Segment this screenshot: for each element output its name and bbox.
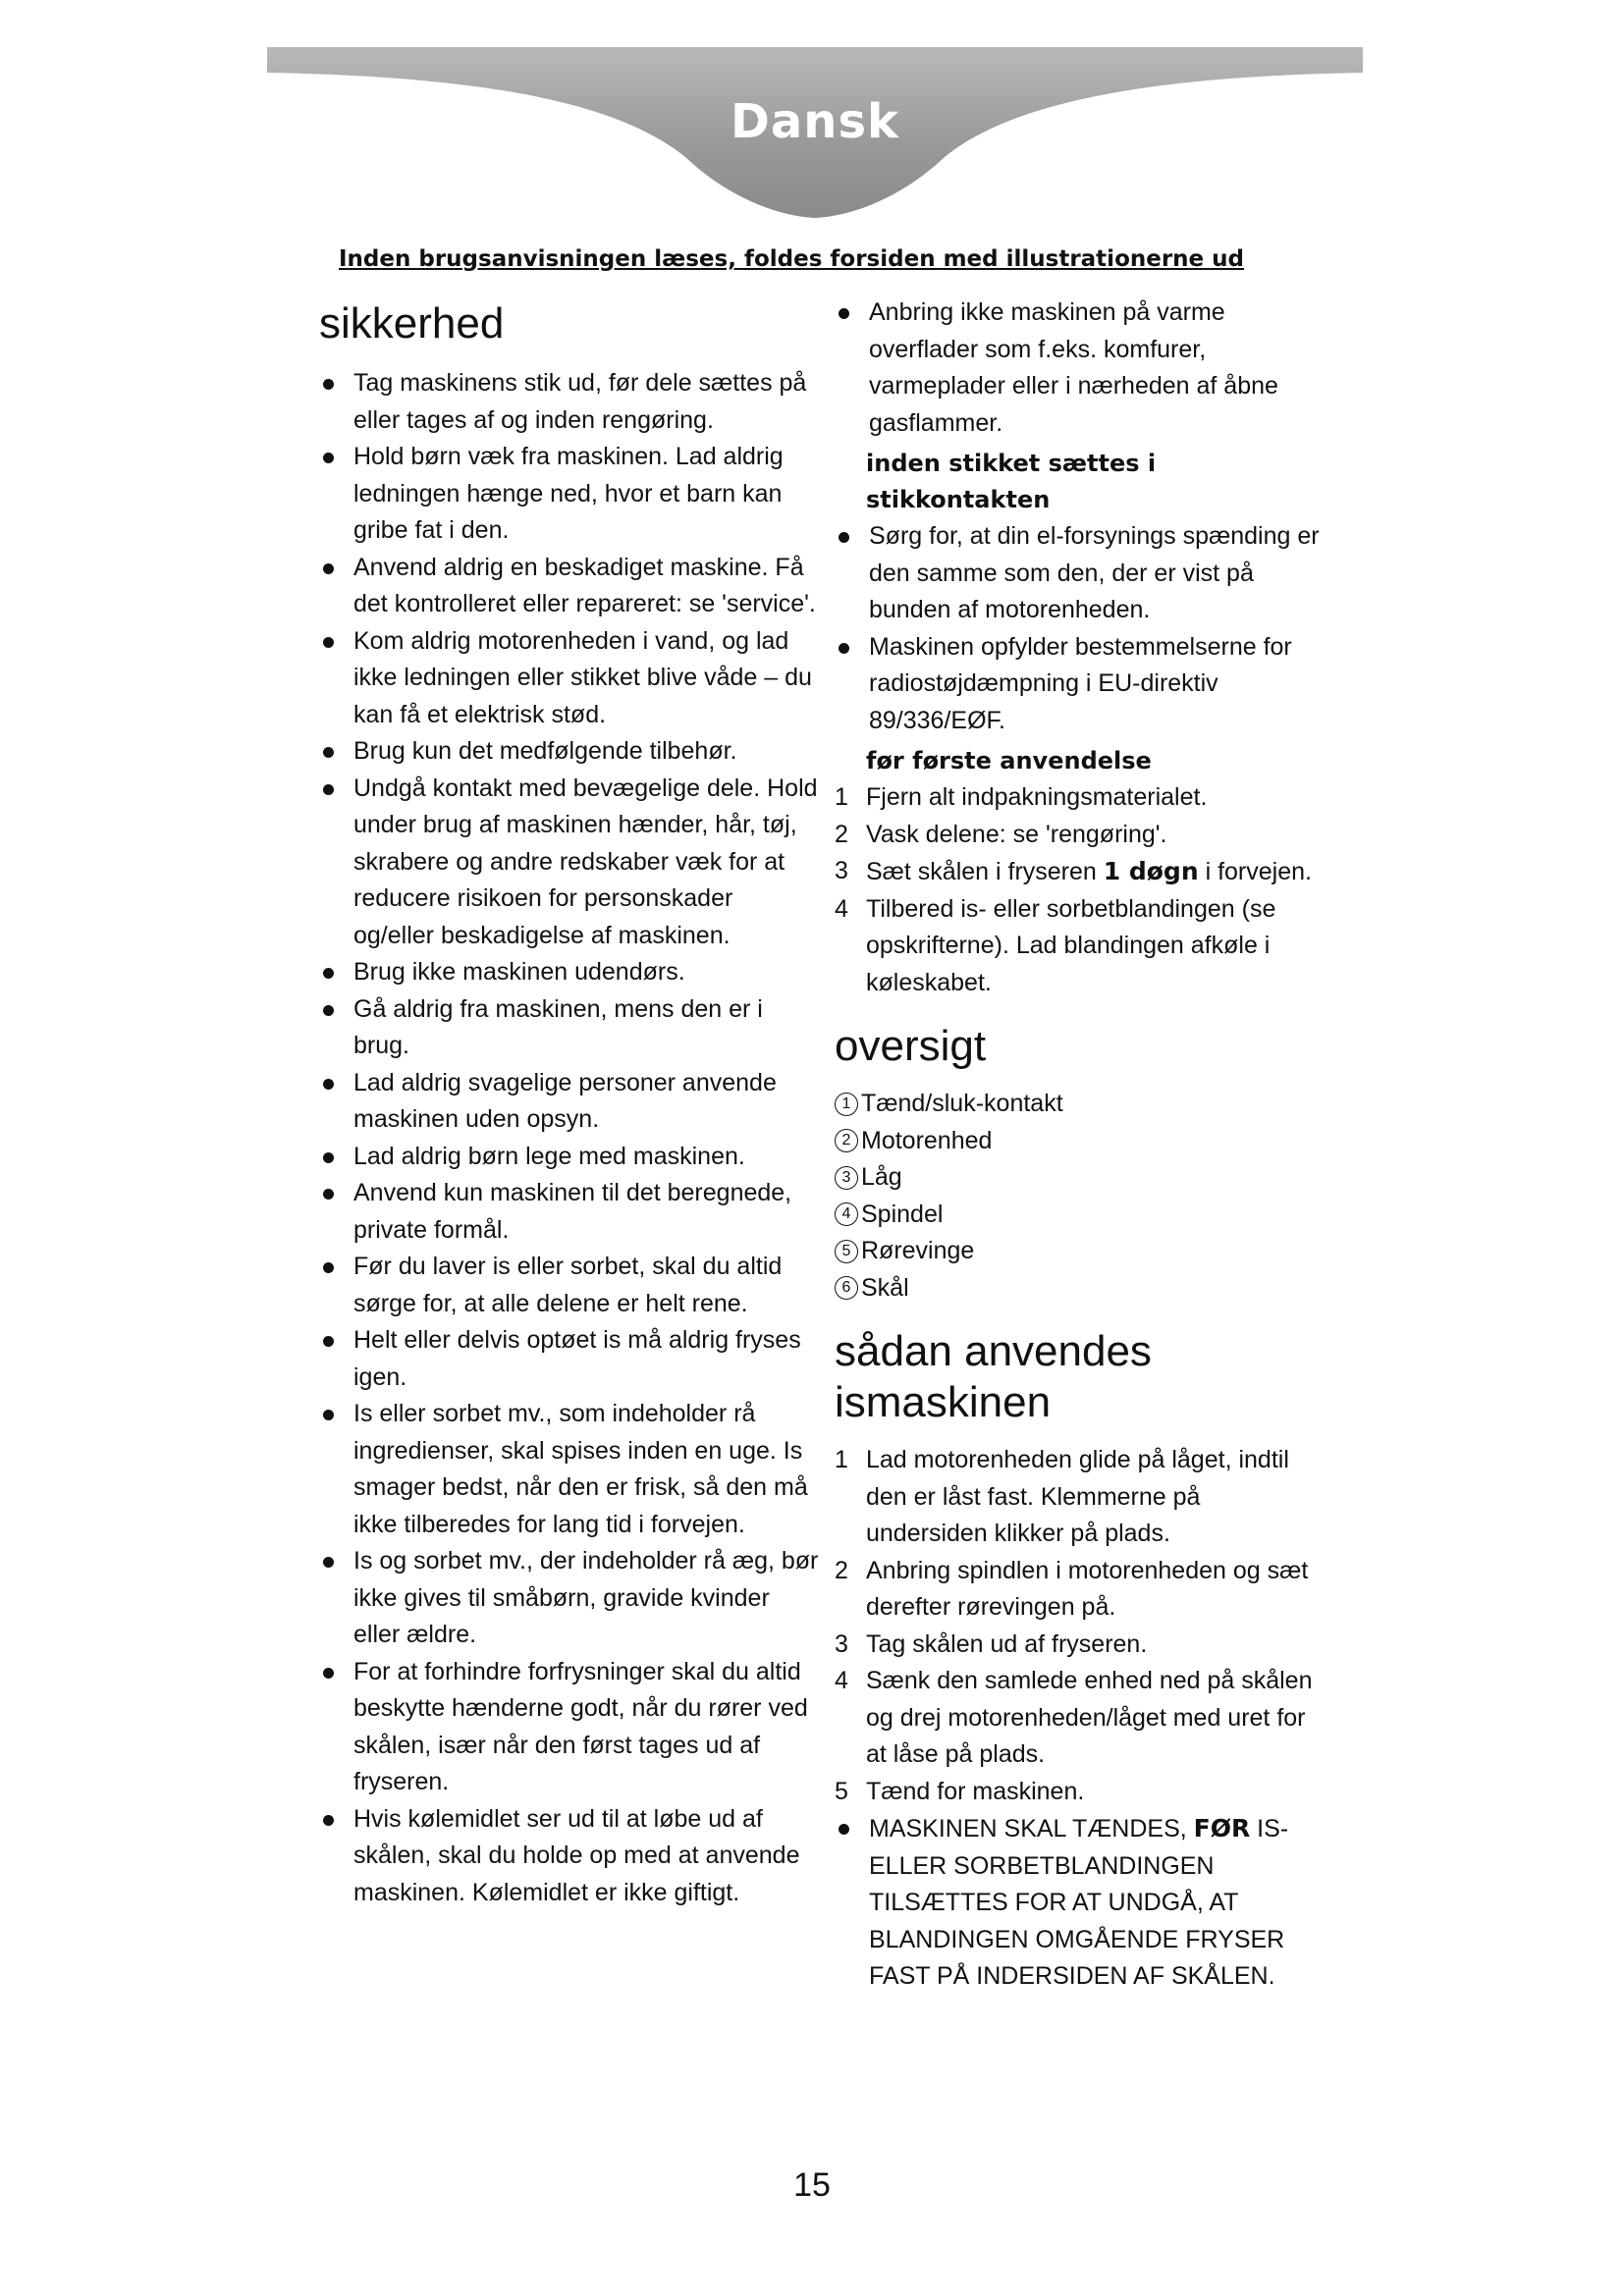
list-item: Anbring ikke maskinen på varme overflader som f.eks. komfurer, varmeplader eller i nærheden af åbne gasflammer. bbox=[835, 294, 1326, 442]
list-item: Is eller sorbet mv., som indeholder rå ingredienser, skal spises inden en uge. Is smager bedst, når den er frisk, så den må ikke tilberedes for lang tid i forvejen. bbox=[319, 1396, 820, 1543]
number-circle-icon: 3 bbox=[835, 1166, 858, 1190]
warning-item: MASKINEN SKAL TÆNDES, FØR IS- ELLER SORBETBLANDINGEN TILSÆTTES FOR AT UNDGÅ, AT BLANDINGEN OMGÅENDE FRYSER FAST PÅ INDERSIDEN AF SKÅLEN. bbox=[835, 1810, 1326, 1996]
list-item: Kom aldrig motorenheden i vand, og lad ikke ledningen eller stikket blive våde – du kan få et elektrisk stød. bbox=[319, 623, 820, 734]
bullet-icon bbox=[323, 784, 334, 795]
list-item: 3 Sæt skålen i fryseren 1 døgn i forvejen. bbox=[835, 857, 1312, 885]
list-item: Brug kun det medfølgende tilbehør. bbox=[319, 733, 820, 771]
bullet-icon bbox=[323, 1336, 334, 1347]
list-item: 3 Tag skålen ud af fryseren. bbox=[835, 1629, 1148, 1658]
overview-heading: oversigt bbox=[835, 1022, 987, 1070]
list-item: Maskinen opfylder bestemmelserne for radiostøjdæmpning i EU-direktiv 89/336/EØF. bbox=[835, 629, 1326, 740]
bullet-icon bbox=[839, 308, 849, 319]
list-item: 1 Lad motorenheden glide på låget, indtil den er låst fast. Klemmerne på undersiden klikker på plads. bbox=[835, 1446, 1289, 1547]
list-item: For at forhindre forfrysninger skal du altid beskytte hænderne godt, når du rører ved skålen, især når den først tages ud af fryseren. bbox=[319, 1654, 820, 1801]
list-item: 4 Tilbered is- eller sorbetblandingen (se opskrifterne). Lad blandingen afkøle i køleskabet. bbox=[835, 894, 1276, 996]
number-circle-icon: 5 bbox=[835, 1240, 858, 1263]
bullet-icon bbox=[323, 1152, 334, 1163]
left-column bbox=[319, 294, 820, 1911]
bullet-icon bbox=[323, 1668, 334, 1679]
bullet-icon bbox=[323, 1262, 334, 1273]
list-item: Brug ikke maskinen udendørs. bbox=[319, 954, 820, 991]
bullet-icon bbox=[323, 968, 334, 979]
bullet-icon bbox=[323, 563, 334, 574]
list-item: Før du laver is eller sorbet, skal du altid sørge for, at alle delene er helt rene. bbox=[319, 1249, 820, 1322]
bullet-icon bbox=[839, 1824, 849, 1835]
list-item: 4 Sænk den samlede enhed ned på skålen og drej motorenheden/låget med uret for at låse på plads. bbox=[835, 1667, 1313, 1768]
bullet-icon bbox=[323, 379, 334, 390]
number-circle-icon: 1 bbox=[835, 1093, 858, 1116]
list-item: 2 Vask delene: se 'rengøring'. bbox=[835, 820, 1167, 848]
number-circle-icon: 6 bbox=[835, 1276, 858, 1300]
first-use-heading: før første anvendelse bbox=[866, 747, 1152, 774]
list-item: Anvend kun maskinen til det beregnede, private formål. bbox=[319, 1175, 820, 1249]
list-item: Sørg for, at din el-forsynings spænding er den samme som den, der er vist på bunden af motorenheden. bbox=[835, 518, 1326, 629]
plug-in-heading: inden stikket sættes i stikkontakten bbox=[866, 450, 1157, 513]
bullet-icon bbox=[323, 747, 334, 758]
page-number: 15 bbox=[793, 2166, 831, 2204]
list-item: Lad aldrig børn lege med maskinen. bbox=[319, 1139, 820, 1176]
safety-heading: sikkerhed bbox=[319, 299, 505, 347]
number-circle-icon: 2 bbox=[835, 1129, 858, 1152]
overview-list bbox=[835, 1086, 1326, 1307]
list-item: 3 Låg bbox=[835, 1159, 1326, 1197]
list-item: Undgå kontakt med bevægelige dele. Hold under brug af maskinen hænder, hår, tøj, skrabere og andre redskaber væk for at reducere risikoen for personskader og/eller beskadigelse af maskinen. bbox=[319, 771, 820, 955]
list-item: 2 Motorenhed bbox=[835, 1123, 1326, 1160]
language-banner bbox=[267, 47, 1363, 228]
list-item: 5 Tænd for maskinen. bbox=[835, 1777, 1085, 1805]
bullet-icon bbox=[323, 1189, 334, 1200]
list-item: Tag maskinens stik ud, før dele sættes på eller tages af og inden rengøring. bbox=[319, 365, 820, 439]
usage-steps bbox=[835, 1442, 1326, 1996]
list-item: Hvis kølemidlet ser ud til at løbe ud af skålen, skal du holde op med at anvende maskinen. Kølemidlet er ikke giftigt. bbox=[319, 1801, 820, 1912]
list-item: 5 Rørevinge bbox=[835, 1233, 1326, 1270]
bullet-icon bbox=[839, 643, 849, 654]
right-column bbox=[835, 294, 1326, 1996]
bullet-icon bbox=[323, 1557, 334, 1568]
language-title: Dansk bbox=[731, 94, 899, 149]
list-item: 1 Fjern alt indpakningsmaterialet. bbox=[835, 783, 1208, 811]
list-item: Is og sorbet mv., der indeholder rå æg, bør ikke gives til småbørn, gravide kvinder eller ældre. bbox=[319, 1543, 820, 1654]
list-item: Anvend aldrig en beskadiget maskine. Få det kontrolleret eller repareret: se 'service'. bbox=[319, 550, 820, 623]
list-item: Gå aldrig fra maskinen, mens den er i brug. bbox=[319, 991, 820, 1065]
intro-note: Inden brugsanvisningen læses, foldes forsiden med illustrationerne ud bbox=[339, 246, 1244, 272]
bullet-icon bbox=[839, 532, 849, 543]
bullet-icon bbox=[323, 453, 334, 463]
bullet-icon bbox=[323, 1815, 334, 1826]
list-item: 4 Spindel bbox=[835, 1197, 1326, 1234]
number-circle-icon: 4 bbox=[835, 1202, 858, 1226]
list-item: 1 Tænd/sluk-kontakt bbox=[835, 1086, 1326, 1123]
bullet-icon bbox=[323, 1079, 334, 1090]
bullet-icon bbox=[323, 1005, 334, 1016]
list-item: 6 Skål bbox=[835, 1270, 1326, 1308]
bullet-icon bbox=[323, 1410, 334, 1420]
bullet-icon bbox=[323, 637, 334, 648]
safety-list bbox=[319, 365, 820, 1911]
list-item: Helt eller delvis optøet is må aldrig fryses igen. bbox=[319, 1322, 820, 1396]
list-item: 2 Anbring spindlen i motorenheden og sæt derefter rørevingen på. bbox=[835, 1556, 1309, 1621]
list-item: Hold børn væk fra maskinen. Lad aldrig ledningen hænge ned, hvor et barn kan gribe fat i den. bbox=[319, 439, 820, 550]
list-item: Lad aldrig svagelige personer anvende maskinen uden opsyn. bbox=[319, 1065, 820, 1139]
usage-heading: sådan anvendes ismaskinen bbox=[835, 1327, 1152, 1426]
